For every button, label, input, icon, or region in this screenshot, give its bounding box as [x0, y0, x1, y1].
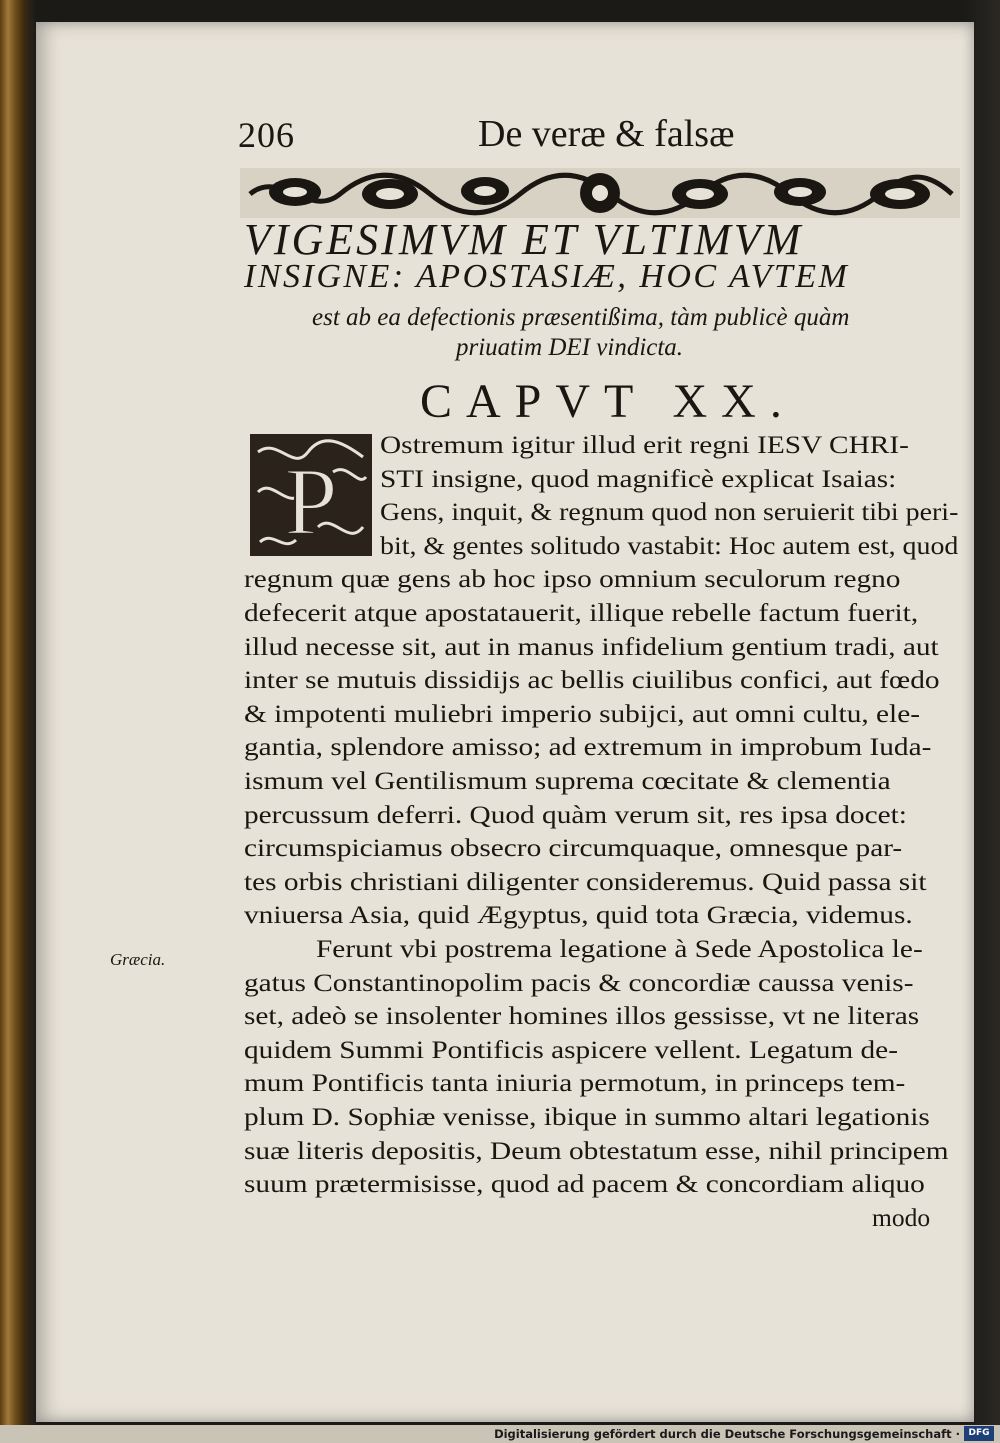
text-line: defecerit atque apostatauerit, illique rebelle factum fuerit,: [244, 598, 919, 627]
text-line: set, adeò se insolenter homines illos gessisse, vt ne literas: [244, 1001, 920, 1031]
text-line: inter se mutuis dissidijs ac bellis ciuilibus confici, aut fœdo: [244, 665, 940, 695]
page-number: 206: [238, 115, 295, 155]
digitization-credit: Digitalisierung gefördert durch die Deutsche Forschungsgemeinschaft ·: [494, 1427, 960, 1441]
text-line: modo: [872, 1202, 931, 1232]
chapter-title: CAPVT XX.: [420, 375, 796, 428]
text-line: tes orbis christiani diligenter consideremus. Quid passa sit: [244, 866, 927, 896]
text-line: ismum vel Gentilismum suprema cœcitate & clementia: [244, 766, 891, 795]
heading-line-3: est ab ea defectionis præsentißima, tàm publicè quàm: [312, 304, 850, 331]
text-line: suum prætermisisse, quod ad pacem & concordiam aliquo: [244, 1169, 925, 1199]
text-line: vniuersa Asia, quid Ægyptus, quid tota Græcia, videmus.: [244, 900, 913, 930]
initial-letter: P: [284, 448, 338, 555]
text-line: STI insigne, quod magnificè explicat Isaias:: [380, 463, 897, 493]
text-line: Gens, inquit, & regnum quod non seruierit tibi peri-: [380, 497, 959, 527]
text-line: bit, & gentes solitudo vastabit: Hoc autem est, quod: [380, 530, 959, 560]
text-line: quidem Summi Pontificis aspicere vellent. Legatum de-: [244, 1034, 898, 1064]
text-line: gantia, splendore amisso; ad extremum in improbum Iuda-: [244, 732, 932, 762]
text-line: plum D. Sophiæ venisse, ibique in summo altari legationis: [244, 1102, 930, 1131]
heading-line-4: priuatim DEI vindicta.: [456, 334, 684, 361]
text-line: Ostremum igitur illud erit regni IESV CHRI-: [380, 430, 909, 459]
heading-line-2: INSIGNE: APOSTASIÆ, HOC AVTEM: [244, 258, 850, 295]
text-line: percussum deferri. Quod quàm verum sit, res ipsa docet:: [244, 799, 907, 829]
text-line: illud necesse sit, aut in manus infidelium gentium tradi, aut: [244, 631, 939, 661]
heading-line-1: VIGESIMVM ET VLTIMVM: [244, 215, 804, 264]
text-line: mum Pontificis tanta iniuria permotum, in princeps tem-: [244, 1068, 906, 1098]
margin-note: Græcia.: [110, 950, 166, 969]
text-line: gatus Constantinopolim pacis & concordiæ caussa venis-: [244, 967, 914, 997]
text-line: circumspiciamus obsecro circumquaque, omnesque par-: [244, 833, 903, 863]
dfg-logo: DFG: [964, 1426, 994, 1441]
text-line: Ferunt vbi postrema legatione à Sede Apostolica le-: [316, 934, 923, 963]
text-line: & impotenti muliebri imperio subijci, aut omni cultu, ele-: [244, 698, 920, 728]
running-title: De veræ & falsæ: [478, 113, 735, 155]
text-line: suæ literis depositis, Deum obtestatum esse, nihil principem: [244, 1135, 949, 1165]
text-line: regnum quæ gens ab hoc ipso omnium seculorum regno: [244, 564, 901, 594]
decorated-initial-p: [248, 432, 374, 558]
